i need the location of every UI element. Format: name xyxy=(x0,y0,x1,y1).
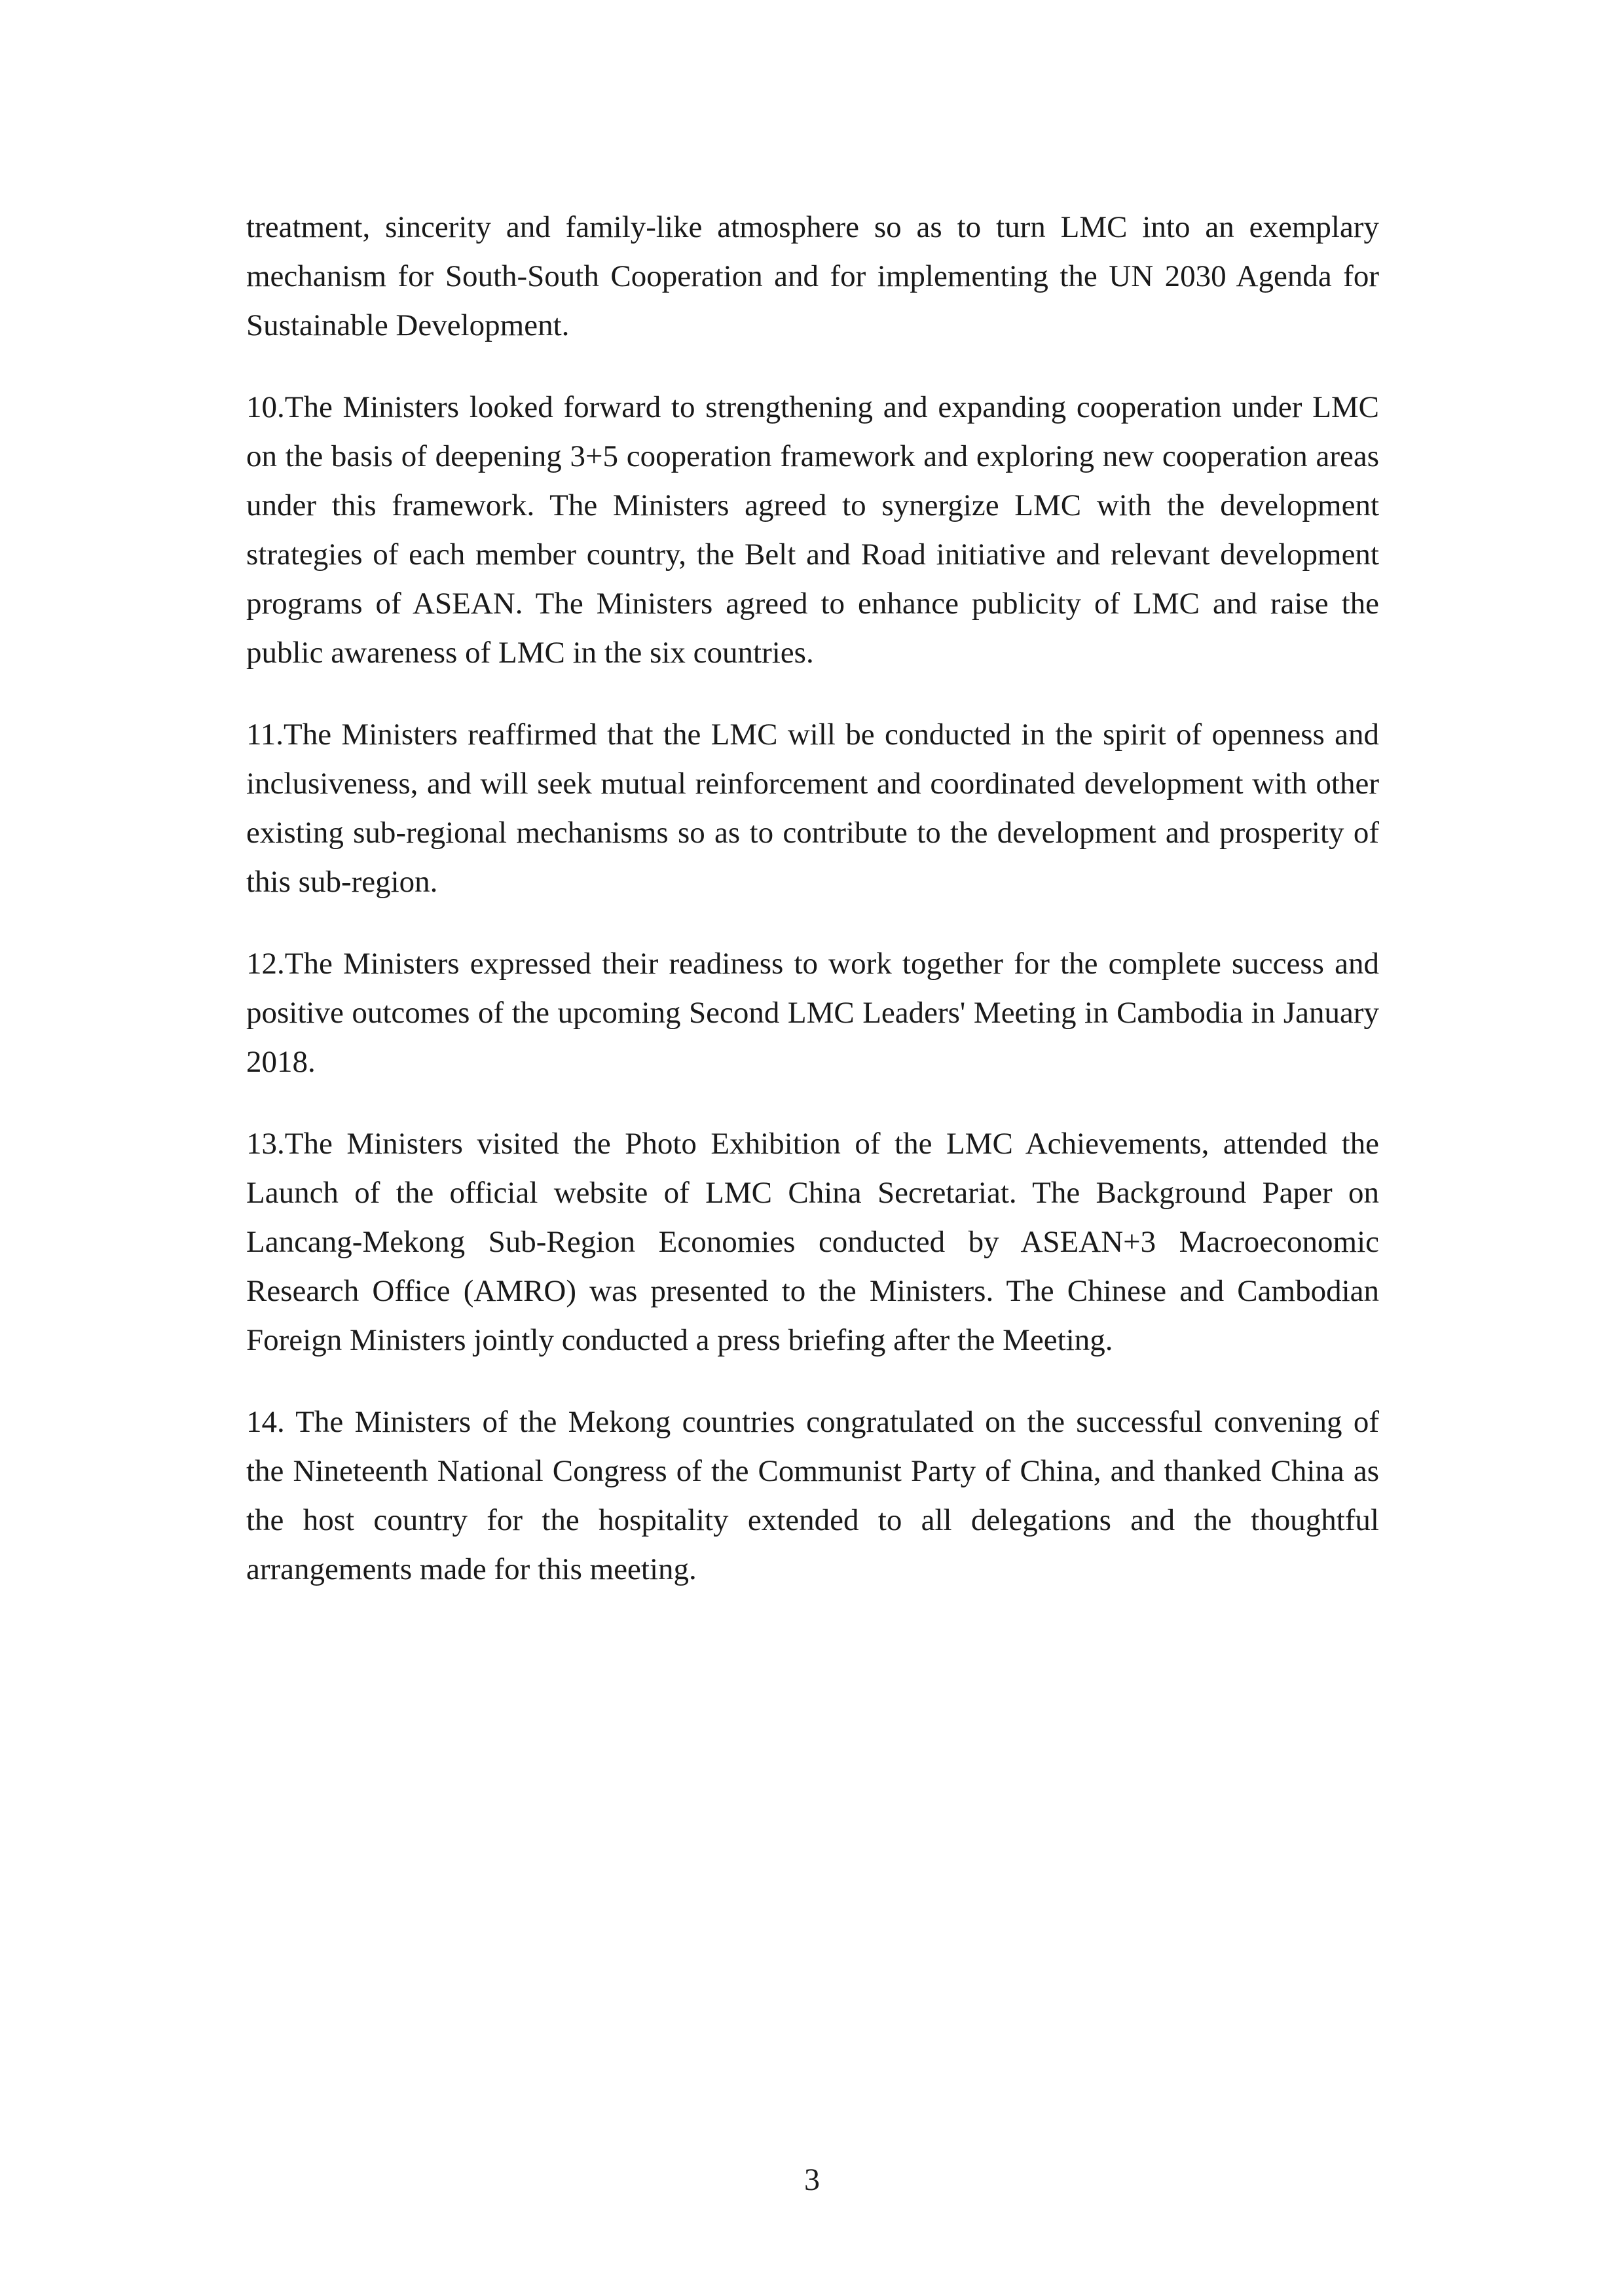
paragraph-10: 10.The Ministers looked forward to strengthening and expanding cooperation under LMC on the basis of deepening 3+5 cooperation framework and exploring new cooperation areas under this framework. The Ministers agreed to synergize LMC with the development strategies of each member country, the Belt and Road initiative and relevant development programs of ASEAN. The Ministers agreed to enhance publicity of LMC and raise the public awareness of LMC in the six countries. xyxy=(246,390,1379,670)
page-number: 3 xyxy=(804,2162,820,2197)
paragraph-13: 13.The Ministers visited the Photo Exhibition of the LMC Achievements, attended the Launch of the official website of LMC China Secretariat. The Background Paper on Lancang-Mekong Sub-Region Economies conducted by ASEAN+3 Macroeconomic Research Office (AMRO) was presented to the Ministers. The Chinese and Cambodian Foreign Ministers jointly conducted a press briefing after the Meeting. xyxy=(246,1127,1379,1357)
paragraph-continuation: treatment, sincerity and family-like atmosphere so as to turn LMC into an exemplary mechanism for South-South Cooperation and for implementing the UN 2030 Agenda for Sustainable Development. xyxy=(246,210,1379,342)
paragraph-12: 12.The Ministers expressed their readiness to work together for the complete success and positive outcomes of the upcoming Second LMC Leaders' Meeting in Cambodia in January 2018. xyxy=(246,947,1379,1079)
document-body xyxy=(246,203,1379,1627)
paragraph-14: 14. The Ministers of the Mekong countries congratulated on the successful convening of the Nineteenth National Congress of the Communist Party of China, and thanked China as the host country for the hospitality extended to all delegations and the thoughtful arrangements made for this meeting. xyxy=(246,1405,1379,1586)
paragraph-11: 11.The Ministers reaffirmed that the LMC will be conducted in the spirit of openness and inclusiveness, and will seek mutual reinforcement and coordinated development with other existing sub-regional mechanisms so as to contribute to the development and prosperity of this sub-region. xyxy=(246,718,1379,899)
